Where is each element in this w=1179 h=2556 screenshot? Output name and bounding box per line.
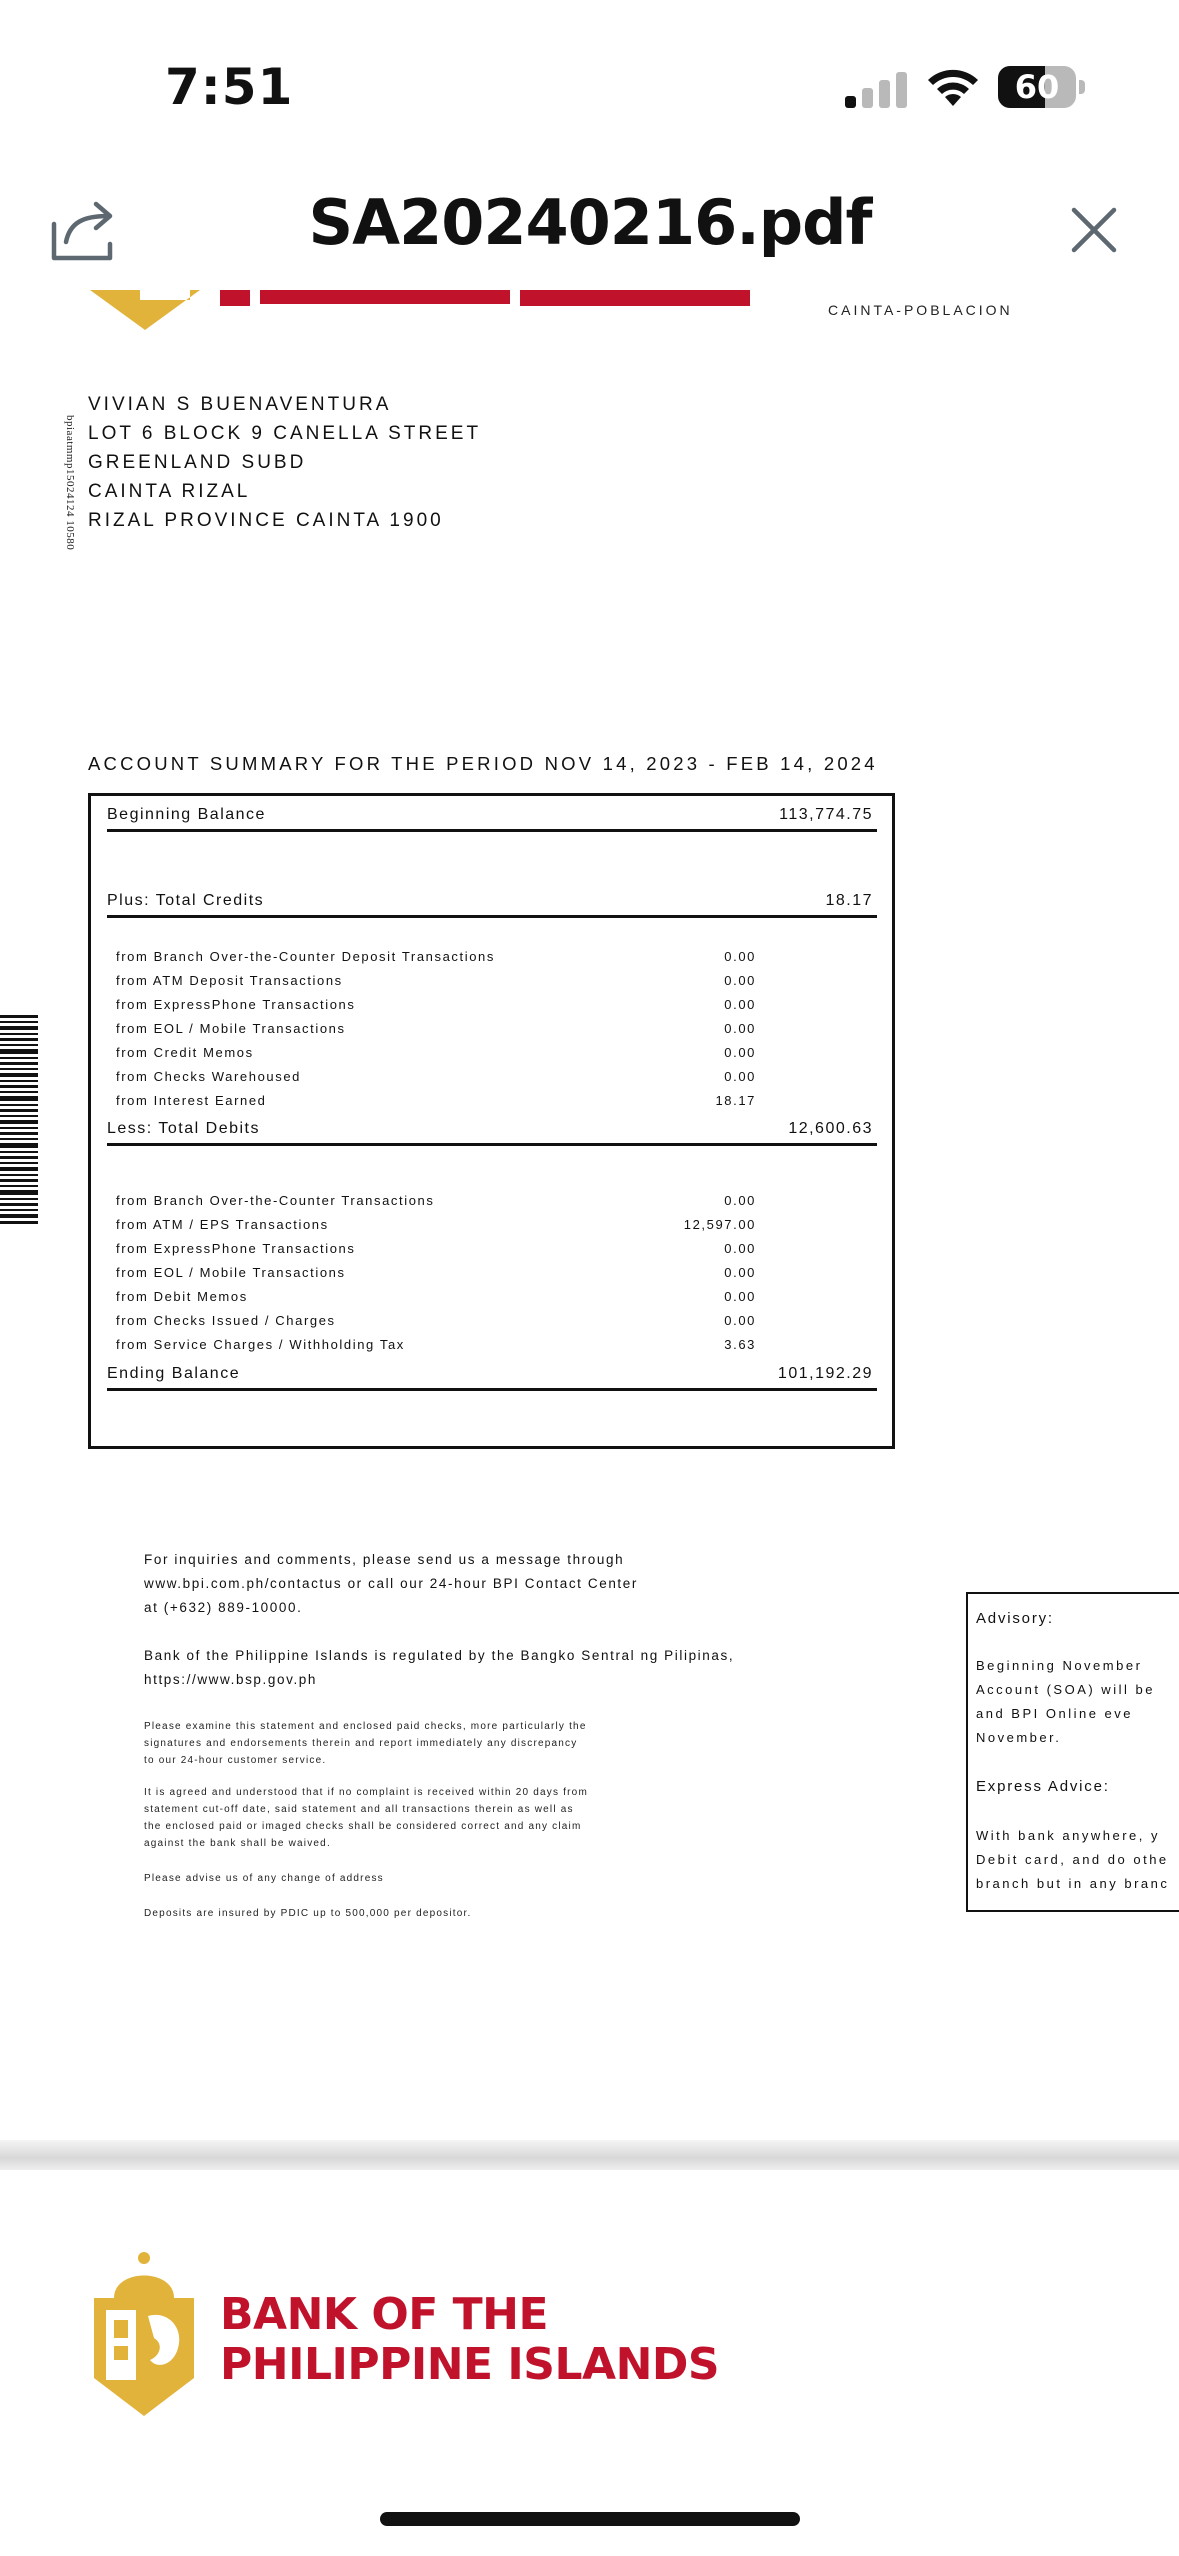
debit-row xyxy=(116,1289,756,1309)
close-icon[interactable] xyxy=(1068,204,1120,256)
row-amount: 0.00 xyxy=(724,1045,756,1060)
total-credits-row xyxy=(107,884,877,918)
home-indicator[interactable] xyxy=(380,2512,800,2526)
notice-line: Bank of the Philippine Islands is regulated by the Bangko Sentral ng Pilipinas, xyxy=(144,1648,735,1663)
battery-tip xyxy=(1079,80,1085,94)
customer-address xyxy=(88,390,481,535)
row-amount: 18.17 xyxy=(825,892,873,909)
ending-balance-row xyxy=(107,1357,877,1391)
row-amount: 18.17 xyxy=(715,1093,756,1108)
row-amount: 0.00 xyxy=(724,1313,756,1328)
row-label: from Service Charges / Withholding Tax xyxy=(116,1337,405,1352)
regulation-notice xyxy=(144,1644,734,1692)
wifi-icon xyxy=(925,66,981,108)
credit-row xyxy=(116,1021,756,1041)
row-label: from ExpressPhone Transactions xyxy=(116,1241,356,1256)
express-advice-line: Debit card, and do othe xyxy=(976,1852,1169,1867)
row-amount: 113,774.75 xyxy=(779,806,873,823)
advisory-line: Account (SOA) will be xyxy=(976,1682,1155,1697)
advisory-heading: Advisory: xyxy=(976,1610,1054,1627)
row-label: Less: Total Debits xyxy=(107,1120,260,1137)
battery-level: 60 xyxy=(1014,68,1060,106)
express-advice-line: With bank anywhere, y xyxy=(976,1828,1161,1843)
advisory-line: Beginning November xyxy=(976,1658,1143,1673)
row-amount: 101,192.29 xyxy=(777,1365,873,1382)
battery-indicator xyxy=(998,66,1086,108)
notice-line: at (+632) 889-10000. xyxy=(144,1600,303,1615)
row-amount: 3.63 xyxy=(724,1337,756,1352)
debit-row xyxy=(116,1217,756,1237)
agreement-notice xyxy=(144,1784,764,1852)
row-label: from Checks Warehoused xyxy=(116,1069,301,1084)
row-label: from EOL / Mobile Transactions xyxy=(116,1265,346,1280)
share-icon[interactable] xyxy=(50,198,120,262)
address-line: GREENLAND SUBD xyxy=(88,452,307,473)
notice-line: the enclosed paid or imaged checks shall be considered correct and any claim xyxy=(144,1821,582,1832)
inquiry-notice xyxy=(144,1548,638,1620)
address-line: CAINTA RIZAL xyxy=(88,481,251,502)
notice-line: statement cut-off date, said statement and all transactions therein as well as xyxy=(144,1804,574,1815)
credit-row xyxy=(116,1045,756,1065)
row-label: from Credit Memos xyxy=(116,1045,254,1060)
address-line: RIZAL PROVINCE CAINTA 1900 xyxy=(88,510,444,531)
barcode-icon xyxy=(0,1015,38,1227)
notice-line: It is agreed and understood that if no complaint is received within 20 days from xyxy=(144,1787,588,1798)
debit-row xyxy=(116,1265,756,1285)
beginning-balance-row xyxy=(107,798,877,832)
row-label: from ATM / EPS Transactions xyxy=(116,1217,329,1232)
address-change-notice xyxy=(144,1870,764,1887)
pdic-notice xyxy=(144,1905,764,1922)
row-amount: 12,597.00 xyxy=(683,1217,756,1232)
status-time: 7:51 xyxy=(165,58,294,116)
row-label: from Debit Memos xyxy=(116,1289,248,1304)
row-label: from ATM Deposit Transactions xyxy=(116,973,343,988)
row-amount: 0.00 xyxy=(724,973,756,988)
row-label: Ending Balance xyxy=(107,1365,241,1382)
credit-row xyxy=(116,973,756,993)
express-advice-heading: Express Advice: xyxy=(976,1778,1110,1795)
bank-name-line: BANK OF THE xyxy=(220,2289,549,2340)
cellular-signal-icon xyxy=(845,72,907,108)
row-amount: 0.00 xyxy=(724,1021,756,1036)
row-label: from EOL / Mobile Transactions xyxy=(116,1021,346,1036)
row-amount: 0.00 xyxy=(724,949,756,964)
row-amount: 0.00 xyxy=(724,1193,756,1208)
notice-line: Please examine this statement and enclosed paid checks, more particularly the xyxy=(144,1721,587,1732)
side-code: bpiaatmmp15024124 10580 xyxy=(64,415,76,551)
bank-name-line: PHILIPPINE ISLANDS xyxy=(220,2339,720,2390)
notice-line: Deposits are insured by PDIC up to 500,000 per depositor. xyxy=(144,1908,472,1919)
debit-row xyxy=(116,1241,756,1261)
summary-title: ACCOUNT SUMMARY FOR THE PERIOD NOV 14, 2023 - FEB 14, 2024 xyxy=(88,753,878,774)
debit-row xyxy=(116,1193,756,1213)
credit-row xyxy=(116,1093,756,1113)
credit-row xyxy=(116,949,756,969)
bank-name xyxy=(220,2290,719,2390)
notice-line: to our 24-hour customer service. xyxy=(144,1755,327,1766)
row-label: from Branch Over-the-Counter Deposit Transactions xyxy=(116,949,495,964)
bpi-crest-icon xyxy=(84,2248,204,2418)
row-label: from Checks Issued / Charges xyxy=(116,1313,336,1328)
examine-notice xyxy=(144,1718,764,1769)
advisory-line: and BPI Online eve xyxy=(976,1706,1134,1721)
battery-body xyxy=(998,66,1076,108)
row-amount: 0.00 xyxy=(724,1241,756,1256)
notice-line: www.bpi.com.ph/contactus or call our 24-hour BPI Contact Center xyxy=(144,1576,638,1591)
row-amount: 12,600.63 xyxy=(788,1120,873,1137)
document-title: SA20240216.pdf xyxy=(308,186,872,259)
advisory-line: November. xyxy=(976,1730,1062,1745)
total-debits-row xyxy=(107,1112,877,1146)
row-amount: 0.00 xyxy=(724,1289,756,1304)
notice-line: For inquiries and comments, please send us a message through xyxy=(144,1552,625,1567)
account-summary-table xyxy=(88,793,895,1449)
row-label: from Branch Over-the-Counter Transactions xyxy=(116,1193,435,1208)
address-line: LOT 6 BLOCK 9 CANELLA STREET xyxy=(88,423,482,444)
pdf-page[interactable] xyxy=(0,290,1179,2165)
row-label: Beginning Balance xyxy=(107,806,266,823)
debit-row xyxy=(116,1337,756,1357)
notice-line: signatures and endorsements therein and report immediately any discrepancy xyxy=(144,1738,578,1749)
address-line: VIVIAN S BUENAVENTURA xyxy=(88,394,392,415)
bpi-logo-partial xyxy=(90,290,750,330)
row-label: from Interest Earned xyxy=(116,1093,267,1108)
row-amount: 0.00 xyxy=(724,1069,756,1084)
notice-line: Please advise us of any change of address xyxy=(144,1873,384,1884)
row-label: Plus: Total Credits xyxy=(107,892,265,909)
row-amount: 0.00 xyxy=(724,1265,756,1280)
page-break xyxy=(0,2140,1179,2170)
debit-row xyxy=(116,1313,756,1333)
branch-name: CAINTA-POBLACION xyxy=(828,302,1013,318)
express-advice-line: branch but in any branc xyxy=(976,1876,1170,1891)
row-label: from ExpressPhone Transactions xyxy=(116,997,356,1012)
advisory-box xyxy=(966,1592,1179,1912)
notice-line: https://www.bsp.gov.ph xyxy=(144,1672,318,1687)
row-amount: 0.00 xyxy=(724,997,756,1012)
credit-row xyxy=(116,1069,756,1089)
credit-row xyxy=(116,997,756,1017)
notice-line: against the bank shall be waived. xyxy=(144,1838,331,1849)
